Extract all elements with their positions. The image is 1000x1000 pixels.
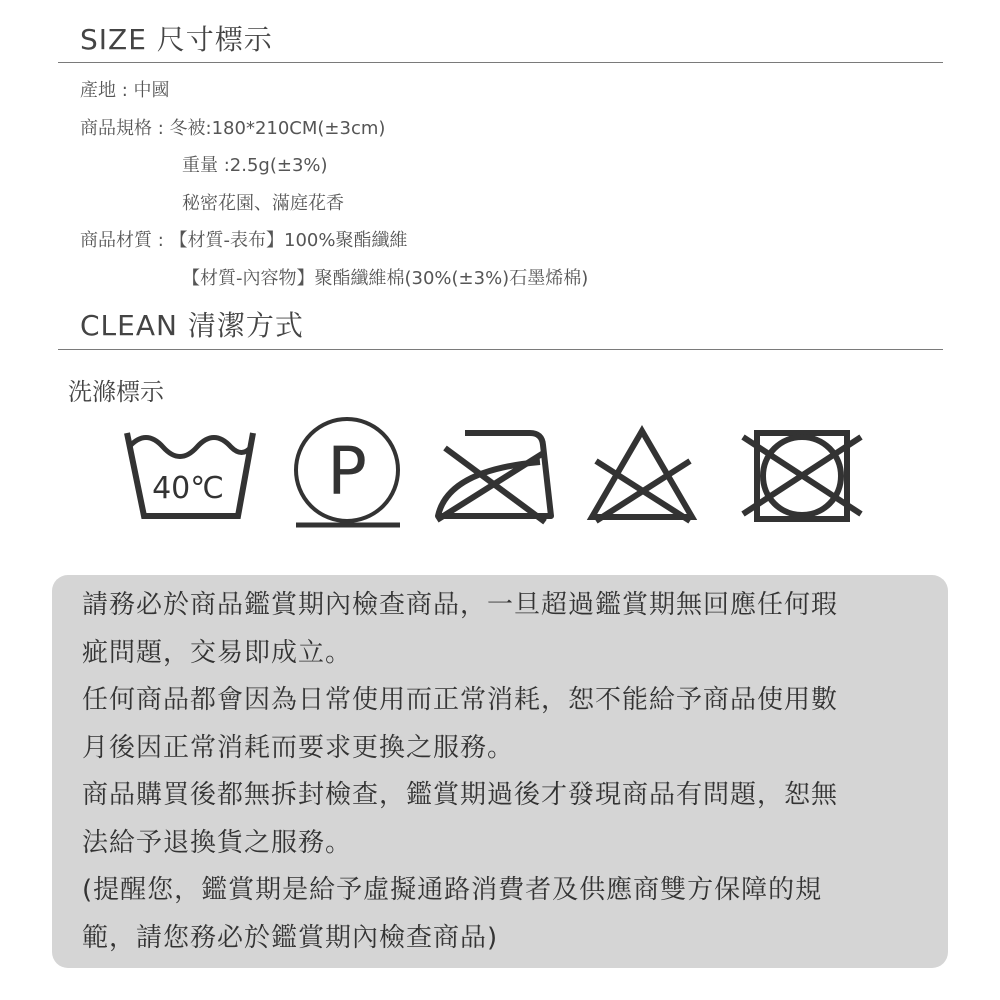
dry-clean-letter: P (327, 433, 367, 510)
wash-temperature-label: 40℃ (152, 471, 224, 506)
notice-line: 商品購買後都無拆封檢查，鑑賞期過後才發現商品有問題，恕無 (82, 780, 839, 810)
spec-value: 重量 :2.5g(±3%) (182, 155, 328, 176)
spec-value: 冬被:180*210CM(±3cm) (169, 118, 386, 139)
clean-section-title: CLEAN 清潔方式 (80, 309, 304, 342)
spec-value: 中國 (133, 80, 170, 101)
do-not-iron-icon (437, 433, 551, 522)
notice-line: 月後因正常消耗而要求更換之服務。 (82, 733, 515, 763)
notice-line: 範，請您務必於鑑賞期內檢查商品) (82, 923, 499, 953)
notice-line: (提醒您，鑑賞期是給予虛擬通路消費者及供應商雙方保障的規 (82, 875, 823, 905)
notice-line: 疵問題，交易即成立。 (82, 638, 353, 668)
wash-40c-icon (127, 433, 253, 516)
spec-value: 【材質-表布】100%聚酯纖維 (169, 230, 408, 251)
notice-line: 任何商品都會因為日常使用而正常消耗，恕不能給予商品使用數 (82, 685, 839, 715)
spec-label: 商品材質 : (80, 230, 164, 251)
care-label-heading: 洗滌標示 (68, 378, 164, 406)
spec-label: 商品規格 : (80, 118, 164, 139)
spec-value: 【材質-內容物】聚酯纖維棉(30%(±3%)石墨烯棉) (182, 268, 589, 289)
dry-clean-p-icon (296, 419, 400, 525)
spec-label: 產地 : (80, 80, 128, 101)
do-not-bleach-icon (592, 431, 692, 521)
spec-value: 秘密花園、滿庭花香 (182, 193, 344, 214)
do-not-tumble-dry-icon (743, 433, 861, 519)
notice-panel (52, 575, 948, 968)
notice-line: 請務必於商品鑑賞期內檢查商品，一旦超過鑑賞期無回應任何瑕 (82, 590, 839, 620)
notice-line: 法給予退換貨之服務。 (82, 828, 353, 858)
size-section-title: SIZE 尺寸標示 (80, 23, 273, 56)
